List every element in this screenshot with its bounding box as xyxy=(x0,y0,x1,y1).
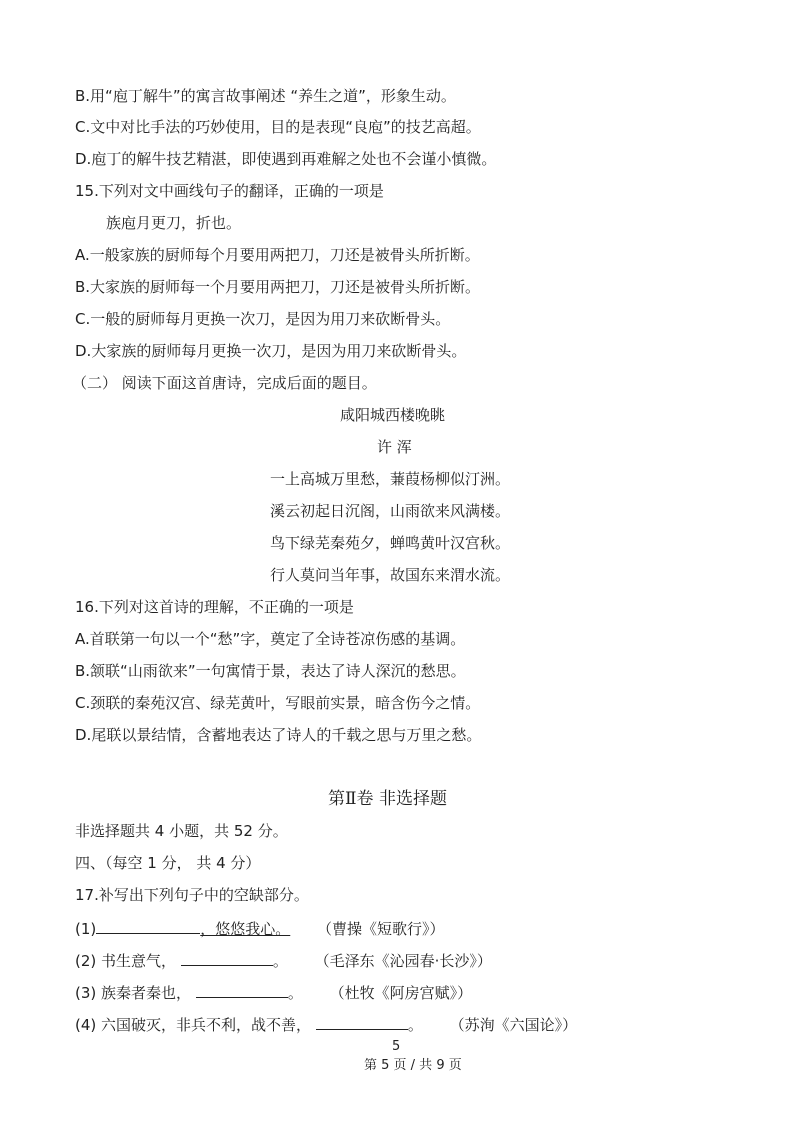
answer-blank[interactable] xyxy=(181,949,273,966)
q14-option-d: D.庖丁的解牛技艺精湛，即使遇到再难解之处也不会谨小慎微。 xyxy=(75,150,497,168)
q15-stem: 15.下列对文中画线句子的翻译，正确的一项是 xyxy=(75,182,384,200)
answer-blank[interactable] xyxy=(316,1013,408,1030)
q16-option-a: A.首联第一句以一个“愁”字，奠定了全诗苍凉伤感的基调。 xyxy=(75,630,466,648)
section2-intro: （二） 阅读下面这首唐诗，完成后面的题目。 xyxy=(72,374,377,392)
q14-option-b: B.用“庖丁解牛”的寓言故事阐述 “养生之道”，形象生动。 xyxy=(75,87,456,105)
q15-option-d: D.大家族的厨师每月更换一次刀，是因为用刀来砍断骨头。 xyxy=(75,342,467,360)
poem-line: 行人莫问当年事，故国东来渭水流。 xyxy=(270,566,511,584)
part2-title: 第Ⅱ卷 非选择题 xyxy=(328,789,447,809)
q15-option-a: A.一般家族的厨师每个月要用两把刀，刀还是被骨头所折断。 xyxy=(75,246,480,264)
q16-option-c: C.颈联的秦苑汉宫、绿芜黄叶，写眼前实景，暗含伤今之情。 xyxy=(75,694,481,712)
q14-option-c: C.文中对比手法的巧妙使用，目的是表现“良庖”的技艺高超。 xyxy=(75,118,481,136)
q16-stem: 16.下列对这首诗的理解，不正确的一项是 xyxy=(75,598,354,616)
poem-title: 咸阳城西楼晚眺 xyxy=(340,406,446,424)
poem-line: 溪云初起日沉阁，山雨欲来风满楼。 xyxy=(270,502,511,520)
answer-blank[interactable] xyxy=(96,917,200,934)
q17-stem: 17.补写出下列句子中的空缺部分。 xyxy=(75,886,309,904)
q17-item-3: (3) 族秦者秦也， 。 （杜牧《阿房宫赋》） xyxy=(75,981,472,1001)
page-label: 第 5 页 / 共 9 页 xyxy=(364,1058,462,1073)
q17-item-4: (4) 六国破灭，非兵不利，战不善， 。 （苏洵《六国论》） xyxy=(75,1013,577,1033)
poem-author: 许 浑 xyxy=(377,438,412,456)
q15-option-c: C.一般的厨师每月更换一次刀，是因为用刀来砍断骨头。 xyxy=(75,310,451,328)
poem-line: 一上高城万里愁，蒹葭杨柳似汀洲。 xyxy=(270,470,511,488)
q15-quote: 族庖月更刀，折也。 xyxy=(106,214,242,232)
page-number: 5 xyxy=(392,1039,401,1054)
q15-option-b: B.大家族的厨师每一个月要用两把刀，刀还是被骨头所折断。 xyxy=(75,278,481,296)
answer-blank[interactable] xyxy=(196,981,288,998)
part2-desc: 非选择题共 4 小题，共 52 分。 xyxy=(75,822,288,840)
poem-line: 鸟下绿芜秦苑夕，蝉鸣黄叶汉宫秋。 xyxy=(270,534,511,552)
q17-item-1: (1) ，悠悠我心。 （曹操《短歌行》） xyxy=(75,917,445,937)
q17-item-2: (2) 书生意气， 。 （毛泽东《沁园春·长沙》） xyxy=(75,949,492,969)
q16-option-d: D.尾联以景结情，含蓄地表达了诗人的千载之思与万里之愁。 xyxy=(75,726,482,744)
q16-option-b: B.颔联“山雨欲来”一句寓情于景，表达了诗人深沉的愁思。 xyxy=(75,662,466,680)
section4-heading: 四、（每空 1 分， 共 4 分） xyxy=(75,854,261,872)
